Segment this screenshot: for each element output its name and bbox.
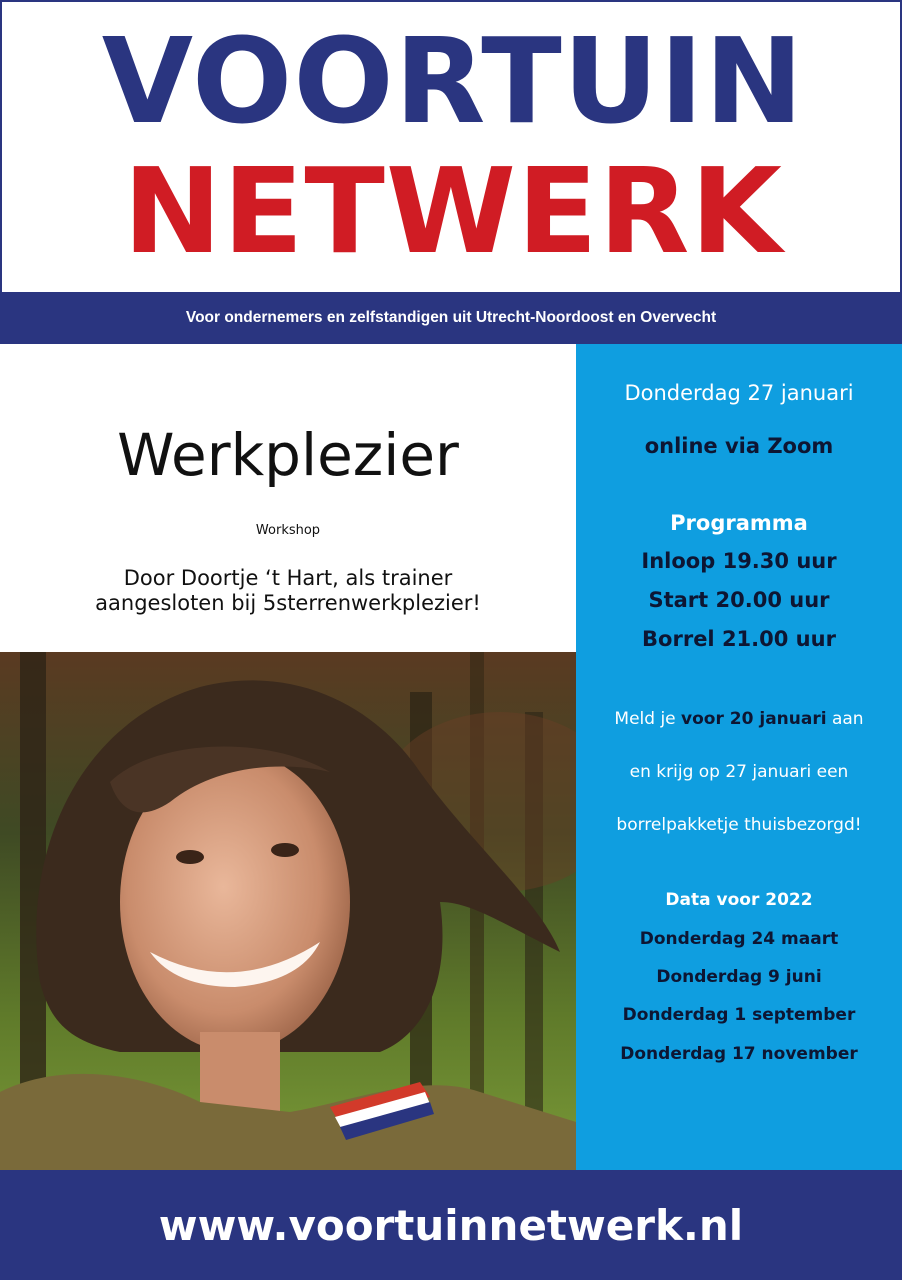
date-item: Donderdag 17 november <box>620 1044 858 1064</box>
date-item: Donderdag 24 maart <box>639 929 839 949</box>
register-deadline: voor 20 januari <box>681 709 827 729</box>
event-location: online via Zoom <box>644 434 834 458</box>
program-item-borrel: Borrel 21.00 uur <box>642 627 836 651</box>
event-title: Werkplezier <box>117 421 459 489</box>
program-heading: Programma <box>670 511 808 535</box>
title-netwerk: NETWERK <box>123 142 783 280</box>
event-byline <box>0 566 576 616</box>
register-line-3: borrelpakketje thuisbezorgd! <box>616 815 862 835</box>
tagline: Voor ondernemers en zelfstandigen uit Utrecht-Noordoost en Overvecht <box>185 309 717 326</box>
register-line-1 <box>576 709 902 729</box>
register-post: aan <box>826 709 864 729</box>
event-date: Donderdag 27 januari <box>624 381 854 405</box>
tagline-bar <box>0 292 902 344</box>
byline-line-2: aangesloten bij 5sterrenwerkplezier! <box>95 591 481 616</box>
event-intro <box>0 344 576 652</box>
footer-bar <box>0 1170 902 1280</box>
date-item: Donderdag 1 september <box>622 1005 856 1025</box>
website-url: www.voortuinnetwerk.nl <box>158 1200 744 1250</box>
event-info-panel <box>576 344 902 1170</box>
dates-heading: Data voor 2022 <box>665 890 813 910</box>
masthead <box>0 0 902 292</box>
program-item-inloop: Inloop 19.30 uur <box>641 549 837 573</box>
program-item-start: Start 20.00 uur <box>648 588 830 612</box>
trainer-photo <box>0 652 576 1170</box>
title-voortuin: VOORTUIN <box>101 12 805 150</box>
register-line-2: en krijg op 27 januari een <box>629 762 849 782</box>
register-pre: Meld je <box>614 709 682 729</box>
byline-line-1: Door Doortje ‘t Hart, als trainer <box>123 566 453 590</box>
event-type: Workshop <box>255 523 321 538</box>
date-item: Donderdag 9 juni <box>656 967 822 987</box>
